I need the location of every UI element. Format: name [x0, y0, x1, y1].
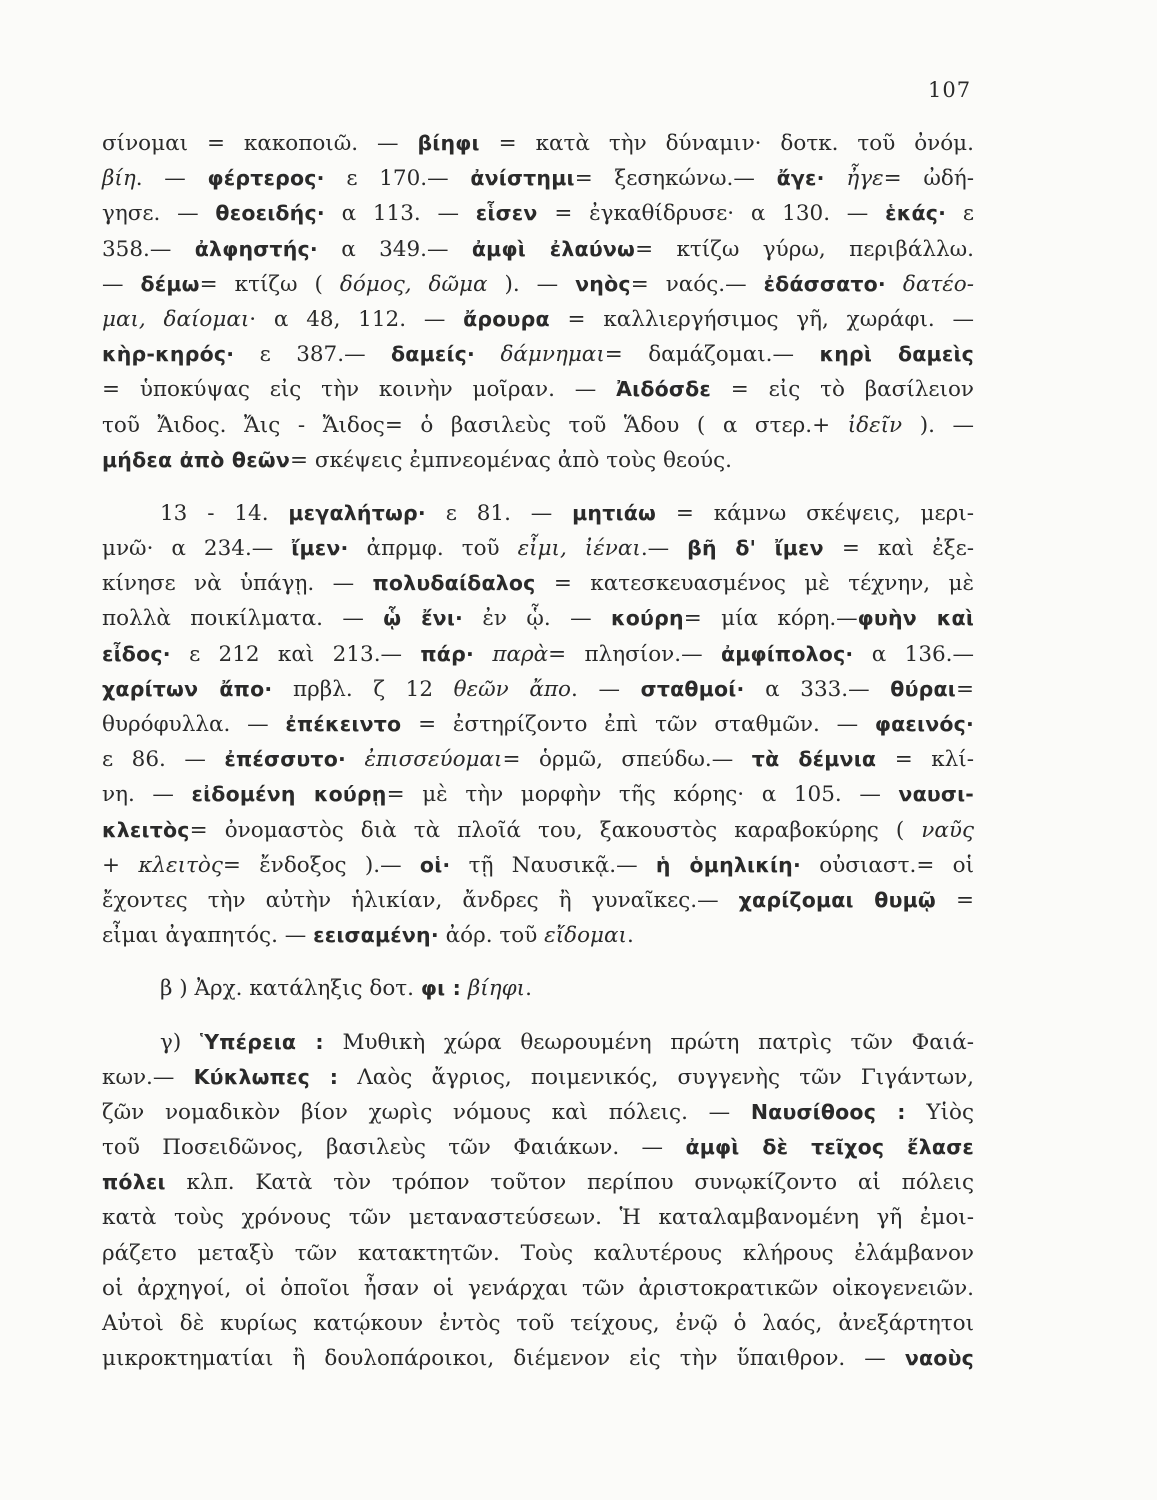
headword: θεοειδής·: [215, 201, 325, 226]
text-span: = κάμνω σκέψεις, μερι-: [656, 500, 974, 526]
headword: νηὸς: [575, 271, 631, 296]
text-span: νη. —: [102, 782, 192, 808]
text-line: [102, 1130, 974, 1165]
text-span: κίνησε νὰ ὑπάγῃ. —: [102, 571, 373, 597]
italic-text: δόμος, δῶμα: [339, 271, 488, 297]
text-span: = κλί-: [876, 747, 975, 773]
text-span: = κτίζω γύρω, περιβάλλω.: [635, 236, 974, 262]
text-span: = μὲ τὴν μορφὴν τῆς κόρης· α 105. —: [386, 782, 899, 808]
text-span: εἶμαι ἀγαπητός. —: [102, 923, 314, 949]
text-span: β ) Ἀρχ. κατάληξις δοτ.: [160, 976, 421, 1002]
text-span: Μυθικὴ χώρα θεωρουμένη πρώτη πατρὶς τῶν Φαιά-: [323, 1029, 974, 1055]
text-span: ε 170.—: [324, 166, 471, 192]
text-span: . —: [135, 166, 208, 192]
text-line: [102, 1165, 974, 1200]
text-line: [102, 496, 974, 531]
text-line: [102, 1341, 974, 1376]
text-span: κλπ. Κατὰ τὸν τρόπον τοῦτον περίπου συνῳκίζοντο αἱ πόλεις: [165, 1170, 974, 1196]
text-line: [102, 566, 974, 601]
headword: πόλει: [102, 1170, 166, 1195]
text-span: μνῶ· α 234.—: [102, 536, 292, 562]
headword: ἐπέκειντο: [285, 712, 402, 736]
text-span: τῇ Ναυσικᾷ.—: [450, 852, 656, 878]
text-line: [102, 777, 974, 812]
headword: Ναυσίθοος :: [750, 1099, 906, 1124]
text-span: 13 - 14.: [160, 500, 289, 526]
text-span: θυρόφυλλα. —: [102, 712, 286, 737]
text-span: ἀόρ. τοῦ: [438, 923, 545, 949]
body-text: [102, 126, 974, 1376]
text-span: [886, 272, 903, 297]
text-span: α 349.—: [317, 236, 472, 262]
headword: οἱ·: [419, 852, 451, 877]
italic-text: παρὰ: [492, 641, 549, 667]
headword: εεισαμένη·: [313, 923, 439, 948]
headword: μεγαλήτωρ·: [288, 500, 426, 525]
text-span: .: [525, 976, 532, 1002]
headword: ἄγε·: [776, 166, 825, 191]
text-span: [475, 342, 500, 367]
text-span: ε 86. —: [102, 747, 225, 773]
text-span: Λαὸς ἄγριος, ποιμενικός, συγγενὴς τῶν Γιγάντων,: [338, 1064, 975, 1090]
headword: ἡ ὁμηλικίη·: [655, 852, 801, 877]
headword: βίηφι: [417, 131, 480, 155]
text-span: οὐσιαστ.= οἱ: [800, 852, 975, 878]
text-line: [102, 601, 974, 636]
text-line: [102, 372, 974, 407]
text-span: = κατεσκευασμένος μὲ τέχνην, μὲ: [535, 571, 975, 597]
text-span: ). —: [902, 412, 974, 438]
text-span: α 333.—: [744, 676, 891, 702]
text-line: [102, 848, 974, 883]
text-span: = καλλιεργήσιμος γῆ, χωράφι. —: [549, 306, 974, 332]
text-line: [102, 1025, 974, 1060]
text-span: = ὑποκύψας εἰς τὴν κοινὴν μοῖραν. —: [102, 377, 617, 403]
text-span: τοῦ Ποσειδῶνος, βασιλεὺς τῶν Φαιάκων. —: [102, 1135, 686, 1161]
headword: ἀμφὶ δὲ τεῖχος ἔλασε: [685, 1135, 974, 1160]
headword: κηρὶ δαμεὶς: [819, 342, 974, 367]
text-span: = μία κόρη.—: [683, 606, 858, 632]
text-span: = ἐγκαθίδρυσε· α 130. —: [537, 201, 886, 227]
text-span: —: [102, 271, 141, 297]
headword: πάρ·: [420, 641, 474, 666]
headword: βῆ δ' ἴμεν: [687, 536, 824, 561]
text-line: [102, 161, 974, 196]
page-number: 107: [928, 78, 972, 102]
headword: ᾧ ἔνι·: [383, 606, 464, 631]
headword: κλειτὸς: [102, 817, 190, 842]
headword: κὴρ-κηρός·: [102, 342, 235, 367]
text-line: [102, 637, 974, 672]
text-span: = σκέψεις ἐμπνεομένας ἀπὸ τοὺς θεούς.: [290, 447, 732, 473]
headword: χαρίζομαι θυμῷ: [738, 887, 936, 912]
text-line: [102, 1060, 974, 1095]
text-line: [102, 337, 974, 372]
headword: Κύκλωπες :: [193, 1064, 339, 1089]
text-span: Υἱὸς: [905, 1099, 974, 1125]
text-span: . —: [571, 676, 641, 702]
italic-text: δατέο-: [902, 271, 974, 297]
text-span: = ναός.—: [630, 271, 764, 297]
text-line: [102, 742, 974, 777]
text-span: ε 81. —: [425, 500, 573, 526]
paragraph-gap: [102, 953, 974, 971]
text-span: πολλὰ ποικίλματα. —: [102, 606, 384, 632]
text-span: = ξεσηκώνω.—: [574, 166, 777, 192]
text-line: [102, 1271, 974, 1306]
text-span: α 113. —: [324, 201, 476, 227]
italic-text: βίηφι: [467, 976, 526, 1002]
text-span: [346, 747, 365, 772]
text-line: [102, 531, 974, 566]
italic-text: ἰδεῖν: [847, 412, 903, 438]
text-line: [102, 302, 974, 337]
headword: κούρη: [610, 606, 684, 631]
headword: μήδεα ἀπὸ θεῶν: [102, 447, 290, 472]
text-span: = ἐστηρίζοντο ἐπὶ τῶν σταθμῶν. —: [401, 712, 875, 737]
text-span: 358.—: [102, 236, 195, 262]
headword: χαρίτων ἄπο·: [102, 676, 273, 701]
headword: φι :: [420, 976, 461, 1001]
paragraph-gap: [102, 1007, 974, 1025]
text-span: ἀπρμφ. τοῦ: [348, 536, 518, 562]
text-span: σίνομαι = κακοποιῶ. —: [102, 131, 418, 156]
text-line: [102, 408, 974, 443]
text-span: · α 48, 112. —: [249, 306, 464, 332]
text-span: κατὰ τοὺς χρόνους τῶν μεταναστεύσεων. Ἡ καταλαμβανομένη γῆ ἐμοι-: [102, 1205, 974, 1231]
text-span: [474, 642, 492, 667]
text-span: = εἰς τὸ βασίλειον: [710, 377, 974, 403]
text-span: ἔχοντες τὴν αὐτὴν ἡλικίαν, ἄνδρες ἢ γυναῖκες.—: [102, 887, 739, 913]
text-line: [102, 672, 974, 707]
headword: εἷσεν: [475, 201, 538, 226]
headword: θύραι: [890, 676, 956, 701]
headword: δαμείς·: [391, 342, 475, 367]
headword: εἶδος·: [102, 641, 171, 666]
text-span: .—: [640, 536, 688, 562]
text-span: γησε. —: [102, 201, 216, 227]
text-span: = κατὰ τὴν δύναμιν· δοτκ. τοῦ ὀνόμ.: [479, 131, 974, 156]
headword: ἐπέσσυτο·: [224, 747, 346, 772]
headword: ἀλφηστής·: [194, 236, 318, 261]
text-span: = δαμάζομαι.—: [604, 342, 820, 368]
headword: πολυδαίδαλος: [372, 571, 536, 596]
text-span: = καὶ ἐξε-: [823, 536, 975, 562]
headword: εἰδομένη κούρῃ: [191, 782, 387, 807]
text-line: [102, 707, 974, 742]
text-span: α 136.—: [853, 641, 975, 667]
text-span: ε 387.—: [234, 342, 391, 368]
headword: φυὴν καὶ: [857, 606, 975, 631]
italic-text: ἦγε: [846, 166, 884, 192]
italic-text: βίη: [102, 166, 136, 192]
text-span: οἱ ἀρχηγοί, οἱ ὁποῖοι ἦσαν οἱ γενάρχαι τῶν ἀριστοκρατικῶν οἰκογενειῶν.: [102, 1275, 974, 1301]
text-span: γ): [160, 1029, 200, 1055]
text-line: [102, 267, 974, 302]
headword: ναυσι-: [898, 782, 974, 807]
text-line: [102, 813, 974, 848]
text-span: πρβλ. ζ 12: [272, 676, 454, 702]
text-line: [102, 1200, 974, 1235]
headword: ναοὺς: [904, 1346, 974, 1371]
text-span: = ἔνδοξος ).—: [222, 852, 420, 878]
text-line: [102, 971, 974, 1006]
italic-text: κλειτὸς: [138, 852, 223, 878]
text-span: κων.—: [102, 1064, 194, 1090]
headword: ἄρουρα: [463, 306, 550, 331]
text-span: [825, 166, 847, 191]
text-line: [102, 918, 974, 953]
text-span: ). —: [487, 271, 576, 297]
italic-text: εἴδομαι: [544, 923, 627, 949]
headword: δέμω: [140, 271, 200, 296]
text-span: ράζετο μεταξὺ τῶν κατακτητῶν. Τοὺς καλυτέρους κλήρους ἐλάμβανον: [102, 1240, 974, 1266]
headword: μητιάω: [572, 500, 656, 525]
text-span: ε 212 καὶ 213.—: [170, 641, 421, 667]
text-span: = πλησίον.—: [548, 641, 721, 667]
headword: φέρτερος·: [207, 166, 325, 191]
text-span: =: [955, 676, 974, 702]
headword: ἀμφὶ ἐλαύνω: [471, 236, 636, 261]
text-span: = ὠδή-: [883, 166, 974, 192]
text-span: τοῦ Ἄιδος. Ἄις - Ἄιδος= ὁ βασιλεὺς τοῦ Ἅδου ( α στερ.+: [102, 412, 848, 438]
headword: ἀμφίπολος·: [720, 641, 854, 666]
text-span: =: [935, 887, 974, 913]
text-line: [102, 1236, 974, 1271]
text-line: [102, 443, 974, 478]
text-line: [102, 1306, 974, 1341]
text-span: .: [626, 923, 634, 949]
text-span: ζῶν νομαδικὸν βίον χωρὶς νόμους καὶ πόλεις. —: [102, 1099, 751, 1125]
text-span: = ὀνομαστὸς διὰ τὰ πλοῖά του, ξακουστὸς καραβοκύρης (: [189, 817, 922, 843]
headword: ἴμεν·: [291, 536, 349, 561]
headword: φαεινός·: [874, 712, 974, 736]
text-span: Αὐτοὶ δὲ κυρίως κατῴκουν ἐντὸς τοῦ τείχους, ἐνῷ ὁ λαός, ἀνεξάρτητοι: [102, 1311, 974, 1336]
italic-text: δάμνημαι: [500, 342, 605, 368]
text-line: [102, 232, 974, 267]
headword: ἑκάς·: [885, 201, 947, 226]
italic-text: θεῶν ἄπο: [453, 676, 572, 702]
text-span: +: [102, 852, 139, 878]
text-span: μικροκτηματίαι ἢ δουλοπάροικοι, διέμενον εἰς τὴν ὕπαιθρον. —: [102, 1346, 905, 1372]
italic-text: ἐπισσεύομαι: [364, 747, 503, 773]
italic-text: μαι, δαίομαι: [102, 306, 250, 332]
text-line: [102, 196, 974, 231]
text-line: [102, 883, 974, 918]
text-line: [102, 126, 974, 161]
text-span: [461, 976, 468, 1001]
italic-text: ναῦς: [921, 817, 974, 843]
headword: Ὑπέρεια :: [199, 1029, 324, 1054]
text-line: [102, 1095, 974, 1130]
text-span: ἐν ᾧ. —: [463, 606, 611, 632]
paragraph-gap: [102, 478, 974, 496]
headword: Ἀιδόσδε: [616, 377, 711, 402]
text-span: = κτίζω (: [199, 271, 340, 297]
italic-text: εἶμι, ἰέναι: [517, 536, 641, 562]
headword: ἐδάσσατο·: [763, 271, 886, 296]
headword: σταθμοί·: [640, 676, 745, 701]
text-span: ε: [946, 201, 974, 227]
headword: τὰ δέμνια: [751, 747, 877, 772]
text-span: = ὁρμῶ, σπεύδω.—: [502, 747, 752, 773]
headword: ἀνίστημι: [470, 166, 575, 191]
